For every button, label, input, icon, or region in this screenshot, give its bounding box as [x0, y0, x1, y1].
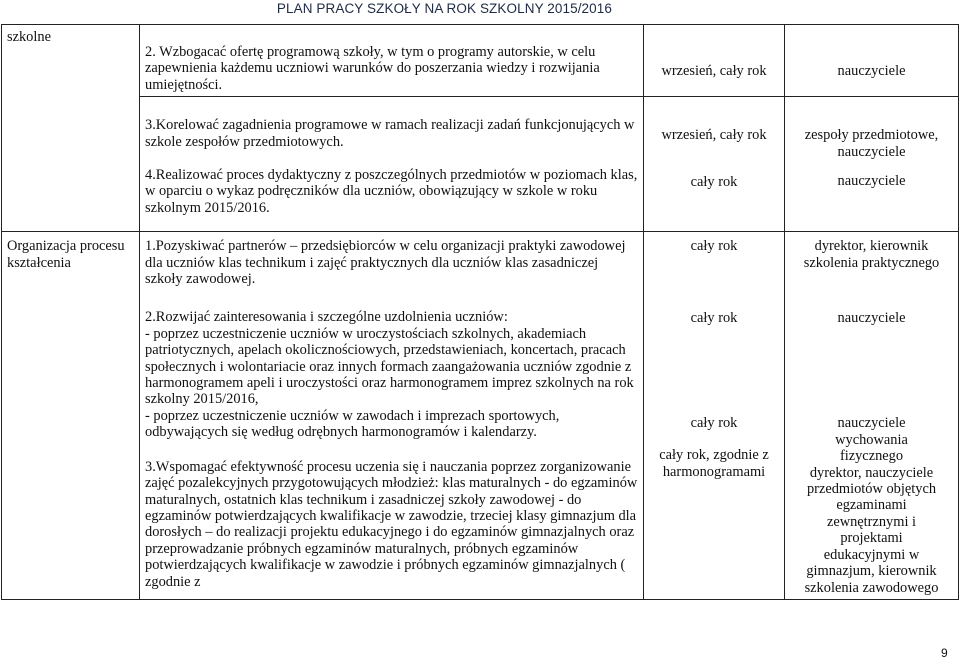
table-row [2, 25, 959, 97]
table-row [2, 232, 959, 600]
responsible-value: dyrektor, nauczyciele przedmiotów objętych egzaminami zewnętrznymi i projektami edukacyjnymi w gimnazjum, kierownik szkolenia zawodowego [804, 464, 939, 596]
term-value: cały rok [690, 238, 738, 255]
responsible-cell [785, 25, 959, 97]
task-cell [140, 97, 644, 232]
task-item: 2.Rozwijać zainteresowania i szczególne uzdolnienia uczniów: [145, 309, 508, 326]
plan-table [1, 24, 959, 600]
page-number: 9 [941, 646, 948, 660]
responsible-value: nauczyciele wychowania fizycznego [835, 415, 908, 465]
term-value: wrzesień, cały rok [661, 127, 767, 144]
term-value: wrzesień, cały rok [661, 63, 767, 79]
table-row [2, 97, 959, 232]
area-cell [2, 25, 140, 232]
responsible-value: nauczyciele [837, 63, 906, 79]
area-label: Organizacja procesu kształcenia [7, 238, 125, 271]
area-label: szkolne [7, 29, 51, 45]
term-cell [644, 97, 785, 232]
responsible-value: nauczyciele [837, 310, 906, 327]
responsible-value: nauczyciele [837, 173, 906, 190]
task-item: 3.Wspomagać efektywność procesu uczenia się i nauczania poprzez zorganizowanie zajęć pozalekcyjnych przygotowujących młodzież: klas maturalnych - do egzaminów maturalnych, ostatnich klas technikum i zasadniczej szkoły zawodowej - do egzaminów potwierdzających kwalifikacje w zawodzie, trzeciej klasy gimnazjum dla dorosłych – do realizacji projektu edukacyjnego i do egzaminów gimnazjalnych oraz przeprowadzanie próbnych egzaminów maturalnych, próbnych egzaminów potwierdzających kwalifikacje w zawodzie i próbnych egzaminów gimnazjalnych ( zgodnie z [145, 458, 638, 590]
term-value: cały rok [690, 309, 738, 326]
page-header [0, 0, 960, 24]
responsible-value: dyrektor, kierownik szkolenia praktycznego [803, 238, 940, 271]
term-cell [644, 25, 785, 97]
responsible-value: zespoły przedmiotowe, nauczyciele [804, 127, 939, 160]
task-item: 3.Korelować zagadnienia programowe w ramach realizacji zadań funkcjonujących w szkole zespołów przedmiotowych. [145, 117, 635, 150]
term-value: cały rok [690, 415, 738, 432]
task-item: - poprzez uczestniczenie uczniów w uroczystościach szkolnych, akademiach patriotycznych, apelach okolicznościowych, przedstawieniach, koncertach, pracach społecznych i wolontariacie oraz innych formach zaangażowania uczniów zgodnie z harmonogramem apeli i uroczystości oraz harmonogramem imprez szkolnych na rok szkolny 2015/2016, [145, 325, 634, 408]
task-item: 2. Wzbogacać ofertę programową szkoły, w tym o programy autorskie, w celu zapewnienia każdemu uczniowi warunków do poszerzania wiedzy i rozwijania umiejętności. [145, 44, 600, 93]
task-cell [140, 232, 644, 600]
task-item: - poprzez uczestniczenie uczniów w zawodach i imprezach sportowych, odbywających się według odrębnych harmonogramów i kalendarzy. [145, 407, 560, 441]
area-cell [2, 232, 140, 600]
term-value: cały rok, zgodnie z harmonogramami [659, 447, 769, 480]
responsible-cell [785, 97, 959, 232]
term-cell [644, 232, 785, 600]
task-cell [140, 25, 644, 97]
task-item: 4.Realizować proces dydaktyczny z poszczególnych przedmiotów w poziomach klas, w oparciu o wykaz podręczników dla uczniów, obowiązujący w szkole w roku szkolnym 2015/2016. [145, 167, 638, 216]
term-value: cały rok [690, 173, 738, 190]
task-item: 1.Pozyskiwać partnerów – przedsiębiorców w celu organizacji praktyki zawodowej dla uczniów klas technikum i zajęć praktycznych dla uczniów klas zasadniczej szkoły zawodowej. [145, 238, 626, 288]
responsible-cell [785, 232, 959, 600]
document-title: PLAN PRACY SZKOŁY NA ROK SZKOLNY 2015/2016 [276, 1, 612, 16]
